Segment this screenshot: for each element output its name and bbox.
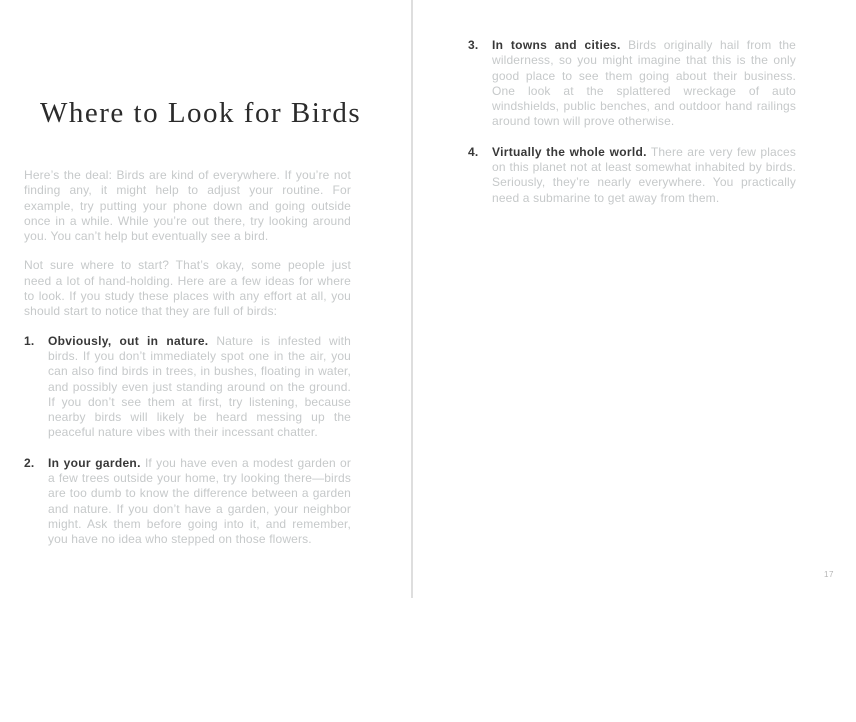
list-item-3-lead: In towns and cities. — [492, 38, 621, 52]
list-item-1 — [24, 334, 351, 441]
list-item-3 — [468, 38, 796, 130]
list-item-2-text: If you have even a modest garden or a few trees outside your home, try looking there—birds are too dumb to know the difference between a garden and nature. If you don’t have a garden, your neighbor might. Ask them before going into it, and remember, you have no idea who stepped on those flowers. — [48, 455, 351, 547]
page-gutter-divider — [411, 0, 413, 598]
list-item-3-number: 3. — [468, 38, 479, 52]
list-item-4-text: There are very few places on this planet not at least somewhat inhabited by birds. Seriously, they’re nearly everywhere. You practically need a submarine to get away from them. — [492, 144, 796, 205]
list-item-2-lead: In your garden. — [48, 455, 141, 470]
right-page — [468, 38, 796, 221]
list-item-3-text: Birds originally hail from the wilderness, so you might imagine that this is the only good place to see them going about their business. One look at the splattered wreckage of auto windshields, public benches, and outdoor hand railings around town will prove otherwise. — [492, 38, 796, 129]
chapter-title: Where to Look for Birds — [40, 97, 362, 129]
list-item-1-text: Nature is infested with birds. If you don’t immediately spot one in the air, you can also find birds in trees, in bushes, floating in water, and possibly even just standing around on the ground. If you don’t see them at first, try listening, because nearby birds will likely be heard messing up the peaceful nature vibes with their incessant chatter. — [48, 333, 351, 440]
left-page — [24, 0, 362, 563]
list-item-4-number: 4. — [468, 144, 479, 159]
intro-paragraph-1: Here’s the deal: Birds are kind of everywhere. If you’re not finding any, it might help to adjust your routine. For example, try putting your phone down and going outside once in a while. While you’re out there, try looking around you. You can’t help but eventually see a bird. — [24, 168, 351, 244]
intro-paragraph-2: Not sure where to start? That’s okay, some people just need a lot of hand-holding. Here are a few ideas for where to look. If you study these places with any effort at all, you should start to notice that they are full of birds: — [24, 258, 351, 319]
list-item-1-number: 1. — [24, 333, 35, 348]
list-item-2 — [24, 456, 351, 548]
list-item-1-lead: Obviously, out in nature. — [48, 333, 209, 348]
list-item-4 — [468, 145, 796, 206]
list-item-2-number: 2. — [24, 455, 35, 470]
page-number: 17 — [824, 570, 834, 579]
list-item-4-lead: Virtually the whole world. — [492, 144, 647, 159]
